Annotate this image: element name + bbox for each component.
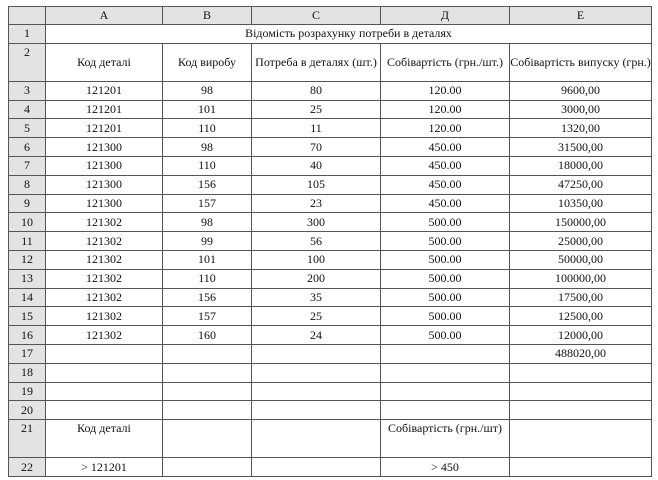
row-header[interactable]: 7 <box>9 156 46 175</box>
column-header-row <box>9 7 652 25</box>
table-row <box>9 175 652 194</box>
cell[interactable]: 488020,00 <box>510 344 652 363</box>
cell[interactable]: 121302 <box>46 326 163 345</box>
cell[interactable]: 31500,00 <box>510 138 652 157</box>
cell[interactable]: 17500,00 <box>510 288 652 307</box>
cell[interactable] <box>46 382 163 401</box>
row-header[interactable]: 3 <box>9 81 46 100</box>
cell[interactable]: 25000,00 <box>510 232 652 251</box>
row-header[interactable]: 15 <box>9 307 46 326</box>
row-header[interactable]: 19 <box>9 382 46 401</box>
cell[interactable] <box>252 344 381 363</box>
table-row <box>9 194 652 213</box>
table-row <box>9 382 652 401</box>
header-cell[interactable]: Потреба в деталях (шт.) <box>252 43 381 81</box>
cell[interactable]: 157 <box>163 194 252 213</box>
cell[interactable]: 121302 <box>46 288 163 307</box>
table-row <box>9 100 652 119</box>
cell[interactable]: 156 <box>163 288 252 307</box>
cell[interactable]: 500.00 <box>381 213 510 232</box>
column-header-e[interactable]: E <box>510 7 652 25</box>
table-row <box>9 156 652 175</box>
row-header[interactable]: 16 <box>9 326 46 345</box>
cell[interactable] <box>163 401 252 420</box>
row-header[interactable]: 2 <box>9 43 46 81</box>
row-header[interactable]: 21 <box>9 420 46 458</box>
cell[interactable]: 9600,00 <box>510 81 652 100</box>
cell[interactable]: 12000,00 <box>510 326 652 345</box>
row-1 <box>9 25 652 44</box>
table-row <box>9 250 652 269</box>
cell[interactable] <box>510 363 652 382</box>
cell[interactable]: 500.00 <box>381 288 510 307</box>
table-row <box>9 363 652 382</box>
cell[interactable]: 450.00 <box>381 156 510 175</box>
cell[interactable]: 50000,00 <box>510 250 652 269</box>
cell[interactable]: 99 <box>163 232 252 251</box>
cell[interactable]: 500.00 <box>381 326 510 345</box>
table-row <box>9 81 652 100</box>
cell[interactable] <box>510 401 652 420</box>
row-header[interactable]: 6 <box>9 138 46 157</box>
cell[interactable]: 121302 <box>46 213 163 232</box>
cell[interactable] <box>381 382 510 401</box>
cell[interactable]: 25 <box>252 100 381 119</box>
cell[interactable]: 500.00 <box>381 232 510 251</box>
cell[interactable]: 500.00 <box>381 307 510 326</box>
table-row <box>9 458 652 477</box>
cell[interactable]: 121300 <box>46 156 163 175</box>
cell[interactable]: 3000,00 <box>510 100 652 119</box>
cell[interactable]: 121300 <box>46 194 163 213</box>
cell[interactable] <box>510 458 652 477</box>
cell[interactable]: 101 <box>163 100 252 119</box>
header-cell[interactable]: Код деталі <box>46 43 163 81</box>
cell[interactable]: 121201 <box>46 100 163 119</box>
cell[interactable]: 300 <box>252 213 381 232</box>
column-header-b[interactable]: B <box>163 7 252 25</box>
cell[interactable] <box>252 382 381 401</box>
cell[interactable]: 1320,00 <box>510 119 652 138</box>
cell[interactable] <box>252 420 381 458</box>
cell[interactable]: Собівартість (грн./шт) <box>381 420 510 458</box>
row-header[interactable]: 14 <box>9 288 46 307</box>
cell[interactable]: 121201 <box>46 81 163 100</box>
cell[interactable]: 101 <box>163 250 252 269</box>
cell[interactable]: 500.00 <box>381 250 510 269</box>
row-header[interactable]: 11 <box>9 232 46 251</box>
cell[interactable] <box>163 344 252 363</box>
row-header[interactable]: 17 <box>9 344 46 363</box>
row-2 <box>9 43 652 81</box>
cell[interactable]: 150000,00 <box>510 213 652 232</box>
column-header-d[interactable]: Д <box>381 7 510 25</box>
cell[interactable]: 110 <box>163 156 252 175</box>
cell[interactable]: 18000,00 <box>510 156 652 175</box>
row-header[interactable]: 22 <box>9 458 46 477</box>
cell[interactable] <box>46 344 163 363</box>
row-header[interactable]: 4 <box>9 100 46 119</box>
row-header[interactable]: 5 <box>9 119 46 138</box>
column-header-c[interactable]: C <box>252 7 381 25</box>
row-header[interactable]: 20 <box>9 401 46 420</box>
table-title[interactable]: Відомість розрахунку потреби в деталях <box>46 25 652 44</box>
cell[interactable] <box>381 344 510 363</box>
cell[interactable]: 500.00 <box>381 269 510 288</box>
cell[interactable]: 24 <box>252 326 381 345</box>
cell[interactable]: 11 <box>252 119 381 138</box>
cell[interactable]: 120.00 <box>381 100 510 119</box>
cell[interactable]: > 121201 <box>46 458 163 477</box>
cell[interactable]: 121300 <box>46 138 163 157</box>
spreadsheet <box>8 6 652 477</box>
cell[interactable]: 120.00 <box>381 119 510 138</box>
row-header[interactable]: 1 <box>9 25 46 44</box>
cell[interactable]: 98 <box>163 213 252 232</box>
cell[interactable]: 105 <box>252 175 381 194</box>
cell[interactable] <box>381 363 510 382</box>
row-header[interactable]: 8 <box>9 175 46 194</box>
cell[interactable]: 56 <box>252 232 381 251</box>
cell[interactable] <box>163 363 252 382</box>
cell[interactable] <box>381 401 510 420</box>
cell[interactable]: 110 <box>163 269 252 288</box>
table-row <box>9 213 652 232</box>
cell[interactable]: 121302 <box>46 269 163 288</box>
cell[interactable]: 121302 <box>46 307 163 326</box>
row-header[interactable]: 13 <box>9 269 46 288</box>
cell[interactable]: 450.00 <box>381 194 510 213</box>
select-all-corner[interactable] <box>9 7 46 25</box>
cell[interactable] <box>163 382 252 401</box>
table-row <box>9 307 652 326</box>
table-row <box>9 138 652 157</box>
row-header[interactable]: 10 <box>9 213 46 232</box>
cell[interactable]: 80 <box>252 81 381 100</box>
cell[interactable]: 120.00 <box>381 81 510 100</box>
header-cell[interactable]: Собівартість (грн./шт.) <box>381 43 510 81</box>
cell[interactable]: 160 <box>163 326 252 345</box>
cell[interactable]: 156 <box>163 175 252 194</box>
cell[interactable] <box>252 458 381 477</box>
cell[interactable] <box>252 401 381 420</box>
cell[interactable]: 25 <box>252 307 381 326</box>
cell[interactable] <box>510 382 652 401</box>
cell[interactable]: 110 <box>163 119 252 138</box>
row-header[interactable]: 12 <box>9 250 46 269</box>
cell[interactable] <box>163 458 252 477</box>
table-row <box>9 232 652 251</box>
cell[interactable]: 47250,00 <box>510 175 652 194</box>
cell[interactable]: 121300 <box>46 175 163 194</box>
cell[interactable]: 200 <box>252 269 381 288</box>
cell[interactable]: 121302 <box>46 232 163 251</box>
header-cell[interactable]: Код виробу <box>163 43 252 81</box>
table-row <box>9 420 652 458</box>
cell[interactable]: 450.00 <box>381 138 510 157</box>
header-cell[interactable]: Собівартість випуску (грн.) <box>510 43 652 81</box>
table-row <box>9 119 652 138</box>
cell[interactable]: 121302 <box>46 250 163 269</box>
cell[interactable]: 450.00 <box>381 175 510 194</box>
table-row <box>9 401 652 420</box>
cell[interactable]: > 450 <box>381 458 510 477</box>
cell[interactable] <box>46 401 163 420</box>
cell[interactable]: 70 <box>252 138 381 157</box>
cell[interactable]: 23 <box>252 194 381 213</box>
cell[interactable]: 100 <box>252 250 381 269</box>
row-header[interactable]: 18 <box>9 363 46 382</box>
cell[interactable]: 12500,00 <box>510 307 652 326</box>
cell[interactable]: Код деталі <box>46 420 163 458</box>
cell[interactable]: 40 <box>252 156 381 175</box>
cell[interactable]: 35 <box>252 288 381 307</box>
cell[interactable] <box>46 363 163 382</box>
table-row <box>9 288 652 307</box>
cell[interactable]: 10350,00 <box>510 194 652 213</box>
cell[interactable] <box>163 420 252 458</box>
cell[interactable]: 121201 <box>46 119 163 138</box>
cell[interactable] <box>252 363 381 382</box>
table-row <box>9 344 652 363</box>
cell[interactable]: 98 <box>163 138 252 157</box>
row-header[interactable]: 9 <box>9 194 46 213</box>
table-row <box>9 326 652 345</box>
cell[interactable]: 100000,00 <box>510 269 652 288</box>
cell[interactable]: 98 <box>163 81 252 100</box>
cell[interactable]: 157 <box>163 307 252 326</box>
table-row <box>9 269 652 288</box>
cell[interactable] <box>510 420 652 458</box>
column-header-a[interactable]: A <box>46 7 163 25</box>
